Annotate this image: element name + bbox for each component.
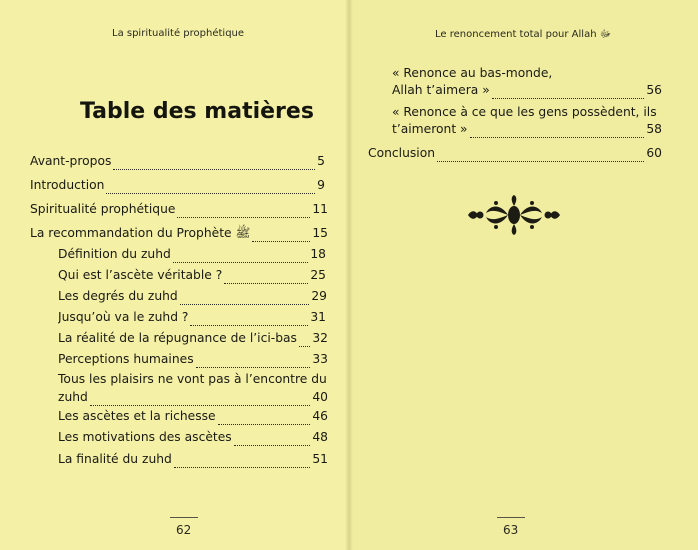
- toc-entry-label: Les motivations des ascètes: [58, 430, 232, 444]
- toc-entry-label: La recommandation du Prophète ﷺ: [30, 226, 251, 240]
- toc-entry-label: Les ascètes et la richesse: [58, 409, 216, 423]
- toc-entry-page: 48: [312, 430, 328, 444]
- toc-entry-label: La réalité de la répugnance de l’ici-bas: [58, 331, 297, 345]
- toc-entry-label: Avant-propos: [30, 154, 112, 168]
- toc-entry-page: 31: [310, 310, 326, 324]
- toc-entry-label: Conclusion: [368, 146, 436, 160]
- toc-entry-page: 46: [312, 409, 328, 423]
- toc-entry-page: 51: [312, 452, 328, 466]
- toc-entry-label: La finalité du zuhd: [58, 452, 172, 466]
- toc-entry-continued-label[interactable]: Tous les plaisirs ne vont pas à l’encontre du: [58, 372, 327, 386]
- right-running-head: Le renoncement total pour Allah ﷻ: [435, 29, 612, 40]
- page-title: Table des matières: [80, 99, 314, 124]
- toc-entry-label: zuhd: [58, 390, 88, 404]
- toc-entry-page: 15: [312, 226, 328, 240]
- toc-entry-page: 5: [317, 154, 325, 168]
- toc-entry-page: 60: [646, 146, 662, 160]
- toc-entry-label: Spiritualité prophétique: [30, 202, 176, 216]
- toc-entry-page: 33: [312, 352, 328, 366]
- toc-entry-label: Allah t’aimera »: [392, 83, 490, 97]
- toc-entry-page: 25: [310, 268, 326, 282]
- page-number-left: 62: [176, 523, 192, 537]
- toc-entry-label: Les degrés du zuhd: [58, 289, 178, 303]
- toc-leader-dots: [437, 149, 644, 162]
- toc-entry-continued-label[interactable]: « Renonce au bas-monde,: [392, 66, 553, 80]
- toc-entry-page: 29: [311, 289, 327, 303]
- toc-entry-page: 58: [646, 122, 662, 136]
- toc-entry[interactable]: [368, 144, 662, 162]
- toc-entry-label: Perceptions humaines: [58, 352, 194, 366]
- toc-entry-page: 40: [312, 390, 328, 404]
- toc-entry-continued-label[interactable]: « Renonce à ce que les gens possèdent, ils: [392, 105, 657, 119]
- toc-entry-page: 56: [646, 83, 662, 97]
- toc-entry-label: Jusqu’où va le zuhd ?: [58, 310, 189, 324]
- left-running-head: La spiritualité prophétique: [112, 28, 245, 39]
- toc-leader-dots: [470, 125, 645, 138]
- folio-rule-right: [497, 517, 525, 518]
- toc-entry-page: 18: [310, 247, 326, 261]
- toc-entry-label: Introduction: [30, 178, 105, 192]
- toc-entry[interactable]: [392, 120, 662, 138]
- toc-entry-page: 9: [317, 178, 325, 192]
- toc-entry-label: Qui est l’ascète véritable ?: [58, 268, 223, 282]
- toc-entry-page: 11: [312, 202, 328, 216]
- toc-entry-page: 32: [312, 331, 328, 345]
- toc-entry-label: Définition du zuhd: [58, 247, 171, 261]
- toc-entry[interactable]: [392, 81, 662, 99]
- floral-vignette-icon: [466, 195, 562, 235]
- toc-leader-dots: [492, 86, 645, 99]
- page-number-right: 63: [503, 523, 519, 537]
- toc-entry-label: t’aimeront »: [392, 122, 468, 136]
